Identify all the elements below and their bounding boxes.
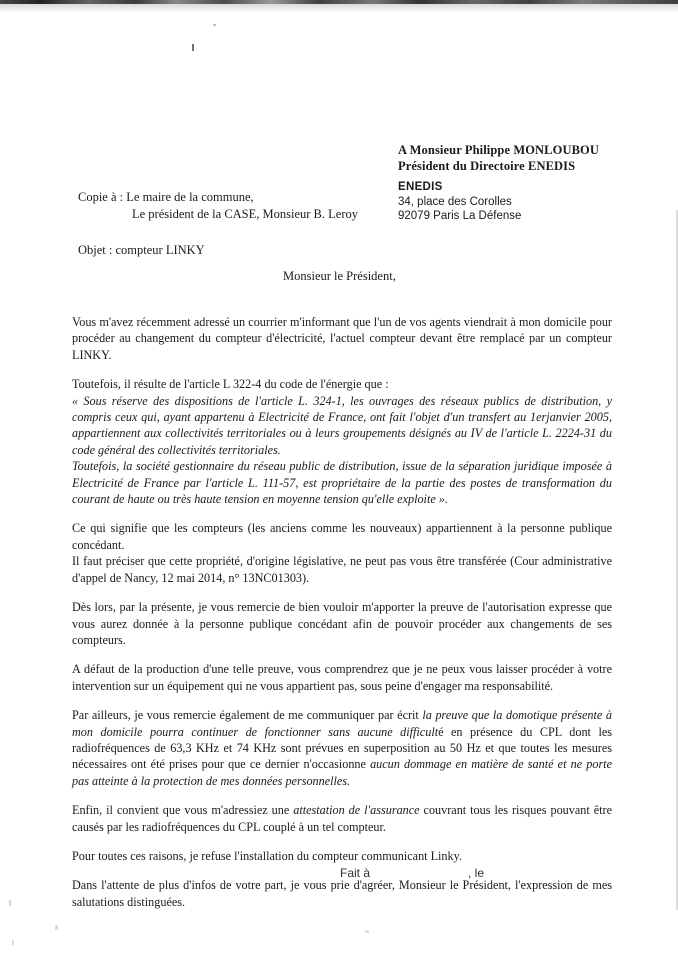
subject-line: Objet : compteur LINKY	[78, 243, 205, 257]
copy-line-mayor: Copie à : Le maire de la commune,	[78, 190, 254, 204]
cpl-italic-part1: la preuve que la domotique présente à mon domicile pourra continuer de fonctionner sans aucune difficult	[72, 708, 612, 739]
scan-speck	[192, 44, 194, 51]
paragraph-closing: Dans l'attente de plus d'infos de votre part, je vous prie d'agréer, Monsieur le Président, l'expression de mes salutations distinguées.	[72, 878, 612, 909]
insurance-text-part2: couvrant tous les risques pouvant être causés par les radiofréquences du CPL couplé à un tel compteur.	[72, 803, 612, 834]
legal-quote-second: Toutefois, la société gestionnaire du réseau public de distribution, issue de la séparation juridique imposée à Electricité de France par l'article L. 111-57, est propriétaire de la partie des postes de transformation du courant de haute ou très haute tension en moyenne tension qu'elle exploite ».	[72, 459, 612, 507]
company-address-block	[398, 180, 648, 224]
fait-a-label: Fait à	[340, 866, 371, 880]
scan-speck	[365, 930, 369, 933]
paragraph-meaning: Ce qui signifie que les compteurs (les anciens comme les nouveaux) appartiennent à la personne publique concédant.	[72, 521, 612, 552]
scan-speck	[55, 925, 58, 930]
paragraph-proof-request: Dès lors, par la présente, je vous remercie de bien vouloir m'apporter la preuve de l'autorisation expresse que vous aurez donnée à la personne publique concédant afin de pouvoir procéder aux changements de ses compteurs.	[72, 600, 612, 647]
legal-quote-first: « Sous réserve des dispositions de l'article L. 324-1, les ouvrages des réseaux publics de distribution, y compris ceux qui, ayant appartenu à Electricité de France, ont fait l'objet d'un transfert au 1erjanvier 2005, appartiennent aux collectivités territoriales ou à leurs groupements désignés au IV de l'article L. 2224-31 du code général des collectivités territoriales.	[72, 393, 612, 457]
copy-line-case-president: Le président de la CASE, Monsieur B. Leroy	[132, 207, 358, 221]
scan-speck	[213, 24, 216, 26]
scan-speck	[12, 940, 14, 945]
insurance-text-part1: Enfin, il convient que vous m'adressiez une	[72, 803, 294, 818]
paragraph-cpl-domotics	[72, 707, 612, 789]
cpl-italic-part2: aucun dommage en matière de santé et ne porte pas atteinte à la protection de mes données personnelles.	[72, 757, 612, 788]
paragraph-intro: Vous m'avez récemment adressé un courrier m'informant que l'un de vos agents viendrait à mon domicile pour procéder au changement du compteur d'électricité, l'actuel compteur devant être remplacé par un compteur LINKY.	[72, 315, 612, 362]
insurance-italic: attestation de l'assurance	[293, 803, 420, 818]
paragraph-insurance	[72, 802, 612, 835]
cpl-text-part1: Par ailleurs, je vous remercie également de me communiquer par écrit	[72, 708, 423, 723]
company-city: 92079 Paris La Défense	[398, 210, 522, 222]
paragraph-refusal: Pour toutes ces raisons, je refuse l'installation du compteur communicant Linky.	[72, 848, 462, 863]
paragraph-legal-intro: Toutefois, il résulte de l'article L 322-4 du code de l'énergie que :	[72, 377, 389, 392]
recipient-title: Président du Directoire ENEDIS	[398, 159, 576, 173]
recipient-address-block	[398, 142, 648, 174]
copy-recipients-block	[78, 189, 358, 223]
letter-body	[72, 314, 612, 923]
company-name: ENEDIS	[398, 181, 443, 193]
cpl-text-part2: é en présence du CPL dont les radiofréquences de 63,3 KHz et 74 KHz sont prévues en superposition au 50 Hz et que toutes les mesures nécessaires ont été prises pour que ce dernier n'occasionne	[72, 724, 612, 772]
recipient-name: A Monsieur Philippe MONLOUBOU	[398, 143, 599, 157]
paragraph-refusal-liability: A défaut de la production d'une telle preuve, vous comprendrez que je ne peux vous laisser procéder à votre intervention sur un équipement qui ne vous appartient pas, sous peine d'engager ma responsabilité.	[72, 662, 612, 693]
scan-top-fade-artifact	[0, 4, 678, 13]
date-label: , le	[468, 866, 485, 880]
paragraph-court-ruling: Il faut préciser que cette propriété, d'origine législative, ne peut pas vous être transférée (Cour administrative d'appel de Nancy, 12 mai 2014, n° 13NC01303).	[72, 554, 612, 585]
company-street: 34, place des Corolles	[398, 195, 512, 208]
scan-speck	[9, 900, 11, 906]
salutation: Monsieur le Président,	[283, 269, 396, 283]
signature-line	[340, 866, 485, 880]
